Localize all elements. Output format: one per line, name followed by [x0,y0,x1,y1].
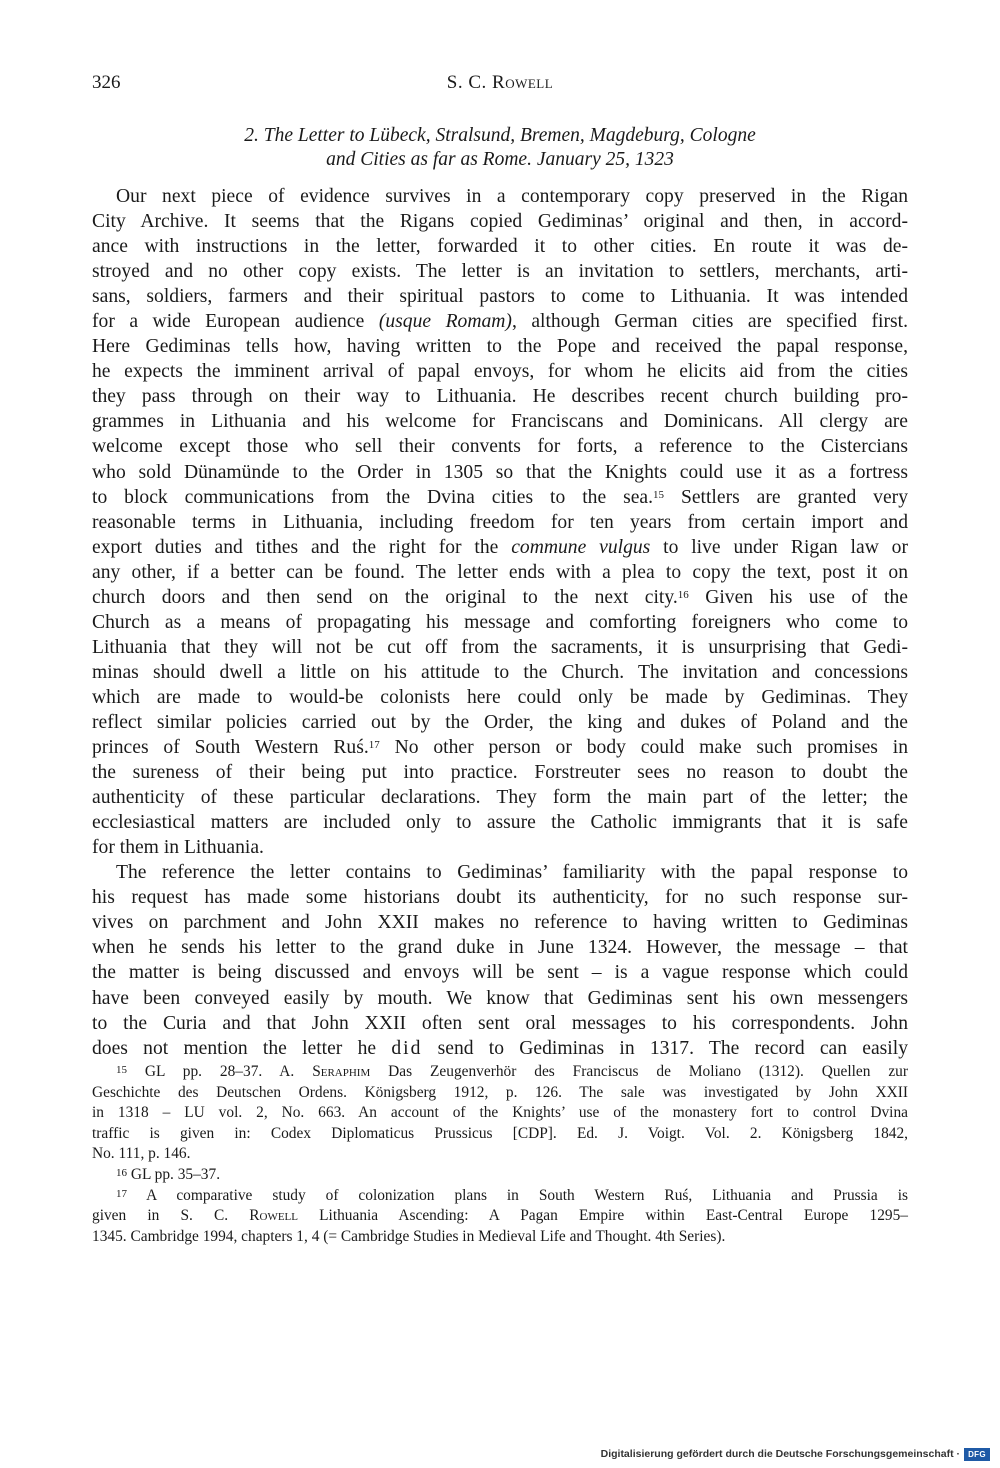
text-line: Church as a means of propagating his message and comforting foreigners who come to [92,611,908,633]
text-line: princes of South Western Ruś.$^{17}$ No other person or body could make such promises in [92,737,908,759]
text-line: stroyed and no other copy exists. The letter is an invitation to settlers, merchants, arti- [92,261,908,283]
text-line: Lithuania that they will not be cut off from the sacraments, it is unsurprising that Gedi- [92,636,908,658]
text-line: he expects the imminent arrival of papal envoys, for whom he elicits aid from the cities [92,361,908,383]
text-line: for them in Lithuania. [92,837,264,859]
text-line: export duties and tithes and the right for the commune vulgus to live under Rigan law or [92,536,909,558]
latin-phrase: (usque Romam) [378,311,512,333]
text-line: reasonable terms in Lithuania, including freedom for ten years from certain import and [92,511,908,533]
footnote-number: 15 [116,1064,127,1076]
text-line: ance with instructions in the letter, forwarded it to other cities. En route it was de- [92,236,908,258]
text-line: City Archive. It seems that the Rigans copied Gediminas’ original and then, in accord- [92,211,908,233]
dfg-funding-footer [596,1446,994,1464]
footnote-number: 16 [116,1166,127,1179]
dfg-logo-icon: DFG [964,1448,990,1461]
text-line: Our next piece of evidence survives in a contemporary copy preserved in the Rigan [116,186,908,207]
text-line: does not mention the letter he did send to Gediminas in 1317. The record can easily [92,1037,908,1059]
text-line: any other, if a better can be found. The letter ends with a plea to copy the text, post it on [92,561,908,583]
text-line: sans, soldiers, farmers and their spiritual pastors to come to Lithuania. It was intended [92,286,908,308]
author-name: Rowell [249,1207,298,1225]
footnote-ref-15: 15 [653,488,665,501]
text-line: they pass through on their way to Lithuania. He describes recent church building pro- [92,386,908,408]
footnote-15: $^{15}$ GL pp. 28–37. A. Seraphim Das Zeugenverhör des Franciscus de Moliano (1312). Quellen zur Geschichte des Deutschen Ordens. Königsberg 1912, p. 126. The sale was investigated by John XXII in 1318 – LU vol. 2, No. 663. An account of the Knights’ use of the monastery fort to control Dvina traffic is given in: Codex Diplomaticus Prussicus [CDP]. Ed. J. Voigt. Vol. 2. Königsberg 1842, No. 111, p. 146. [92,1063,908,1163]
latin-phrase: commune vulgus [511,536,651,558]
text-line: The reference the letter contains to Gediminas’ familiarity with the papal response to [116,862,908,884]
text-line: Here Gediminas tells how, having written to the Pope and received the papal response, [92,336,908,358]
footnote-ref-16: 16 [677,588,689,601]
text-line: authenticity of these particular declarations. They form the main part of the letter; the [92,787,908,809]
body-text [92,184,908,1061]
author-name: Seraphim [312,1063,371,1080]
text-line: to block communications from the Dvina cities to the sea.$^{15}$ Settlers are granted very [92,486,908,508]
footnote-number: 17 [116,1187,127,1200]
text-line: the matter is being discussed and envoys will be sent – is a vague response which could [92,962,908,984]
text-line: church doors and then send on the original to the next city.$^{16}$ Given his use of the [92,586,908,608]
text-line: have been conveyed easily by mouth. We know that Gediminas sent his own messengers [92,987,908,1009]
running-head [92,72,908,102]
footnote-ref-17: 17 [368,739,380,752]
page-number: 326 [92,72,121,93]
section-heading [92,124,908,172]
text-line: reflect similar policies carried out by the Order, the king and dukes of Poland and the [92,711,908,733]
text-line: welcome except those who sell their convents for forts, a reference to the Cistercians [92,436,908,458]
author-name: S. C. Rowell [446,72,554,93]
text-line: who sold Dünamünde to the Order in 1305 so that the Knights could use it as a fortress [92,461,908,483]
funding-notice: Digitalisierung gefördert durch die Deutsche Forschungsgemeinschaft · [600,1448,960,1460]
text-line: to the Curia and that John XXII often sent oral messages to his correspondents. John [92,1012,908,1034]
footnote-16: $^{16}$ GL pp. 35–37. [116,1165,221,1183]
text-line: when he sends his letter to the grand duke in June 1324. However, the message – that [92,937,908,959]
running-title [92,72,908,94]
text-line: minas should dwell a little on his attitude to the Church. The invitation and concessions [92,661,908,683]
section-heading-line-1: 2. The Letter to Lübeck, Stralsund, Bremen, Magdeburg, Cologne [244,125,756,146]
footnote-17: $^{17}$ A comparative study of colonization plans in South Western Ruś, Lithuania and Prussia is given in S. C. Rowell Lithuania Ascending: A Pagan Empire within East-Central Europe 1295– 1345. Cambridge 1994, chapters 1, 4 (= Cambridge Studies in Medieval Life and Thought. 4th Series). [92,1186,908,1245]
text-line: the sureness of their being put into practice. Forstreuter sees no reason to doubt the [92,762,908,784]
footnotes [92,1062,908,1247]
text-line: ecclesiastical matters are included only to assure the Catholic immigrants that it is safe [92,812,908,834]
text-line: his request has made some historians doubt its authenticity, for no such response sur- [92,887,908,909]
emphasis-spaced: did [391,1037,423,1059]
text-line: for a wide European audience (usque Romam), although German cities are specified first. [92,311,908,333]
text-line: vives on parchment and John XXII makes no reference to having written to Gediminas [92,912,908,934]
text-line: which are made to would-be colonists here could only be made by Gediminas. They [92,686,908,708]
section-heading-line-2: and Cities as far as Rome. January 25, 1323 [326,149,674,170]
text-line: grammes in Lithuania and his welcome for Franciscans and Dominicans. All clergy are [92,411,908,433]
